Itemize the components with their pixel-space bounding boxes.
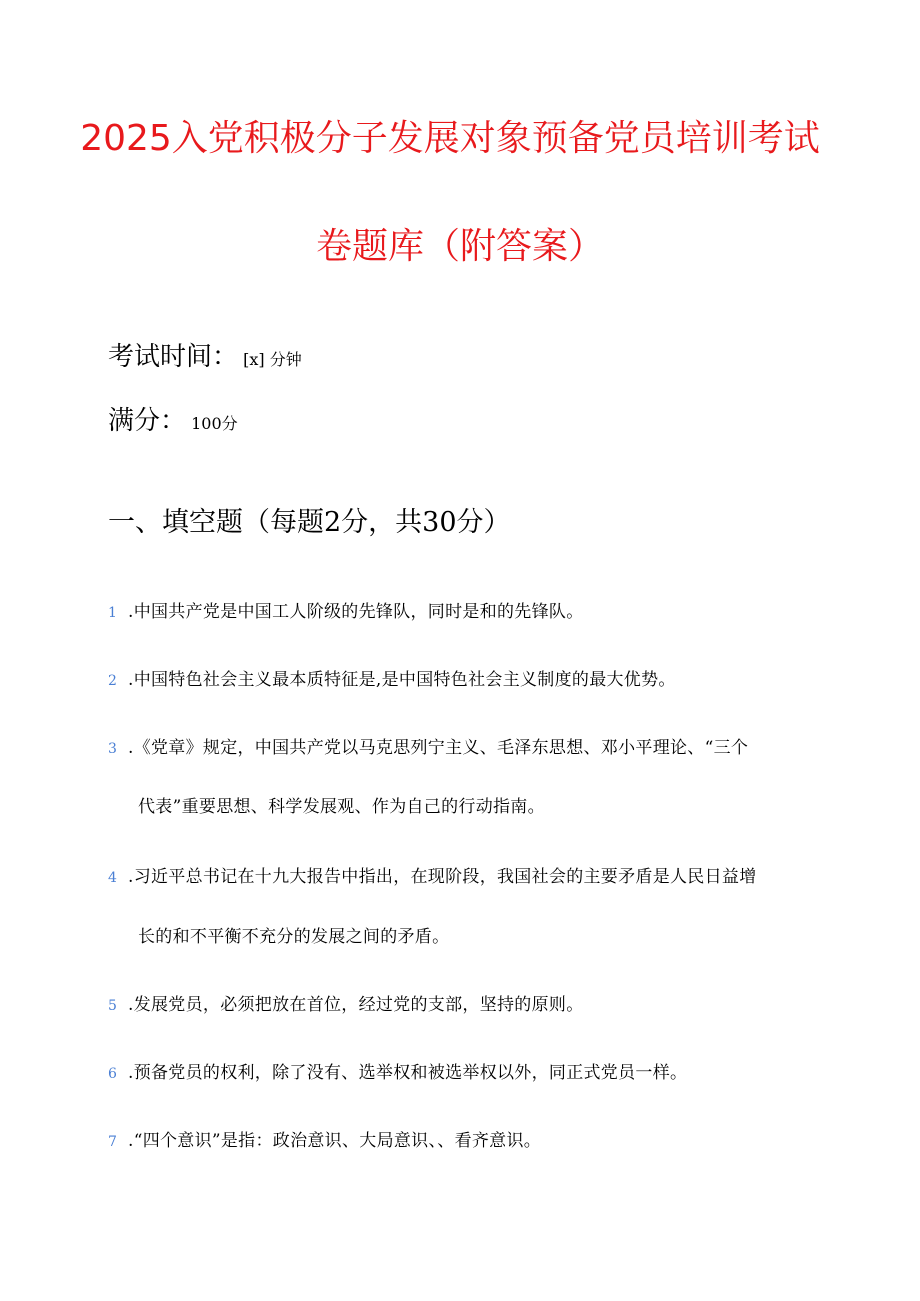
question-text: .中国特色社会主义最本质特征是,是中国特色社会主义制度的最大优势。 [128, 670, 676, 690]
question-text: .“四个意识”是指：政治意识、大局意识、、看齐意识。 [128, 1131, 542, 1151]
question-2 [108, 665, 676, 690]
section-title: 一、填空题（每题2分，共30分） [108, 507, 511, 538]
question-number: 7 [108, 1134, 117, 1150]
question-text: .发展党员，必须把放在首位，经过党的支部，坚持的原则。 [128, 995, 584, 1015]
question-number: 3 [108, 741, 117, 757]
question-number: 6 [108, 1066, 117, 1082]
question-number: 2 [108, 673, 117, 689]
question-6 [108, 1058, 687, 1083]
question-1 [108, 597, 584, 622]
question-number: 4 [108, 870, 117, 886]
question-7 [108, 1126, 541, 1151]
question-4 [108, 862, 757, 887]
full-score-label: 满分： [108, 406, 187, 436]
question-3-continuation: 代表”重要思想、科学发展观、作为自己的行动指南。 [138, 797, 545, 817]
document-title-line-1: 2025入党积极分子发展对象预备党员培训考试 [80, 118, 820, 159]
full-score-value: 100分 [191, 414, 238, 433]
question-text: .习近平总书记在十九大报告中指出，在现阶段，我国社会的主要矛盾是人民日益增 [128, 867, 757, 887]
question-text: .预备党员的权利，除了没有、选举权和被选举权以外，同正式党员一样。 [128, 1063, 688, 1083]
question-3 [108, 733, 748, 758]
question-text: .中国共产党是中国工人阶级的先锋队，同时是和的先锋队。 [128, 602, 584, 622]
question-number: 1 [108, 605, 117, 621]
question-5 [108, 990, 584, 1015]
question-number: 5 [108, 998, 117, 1014]
question-text: .《党章》规定，中国共产党以马克思列宁主义、毛泽东思想、邓小平理论、“三个 [128, 738, 749, 758]
exam-time-label: 考试时间： [108, 342, 239, 372]
question-4-continuation: 长的和不平衡不充分的发展之间的矛盾。 [138, 927, 450, 947]
document-title-line-2: 卷题库（附答案） [315, 226, 604, 267]
full-score [108, 400, 238, 437]
exam-time-value: [x] 分钟 [243, 350, 302, 369]
exam-time [108, 336, 302, 373]
